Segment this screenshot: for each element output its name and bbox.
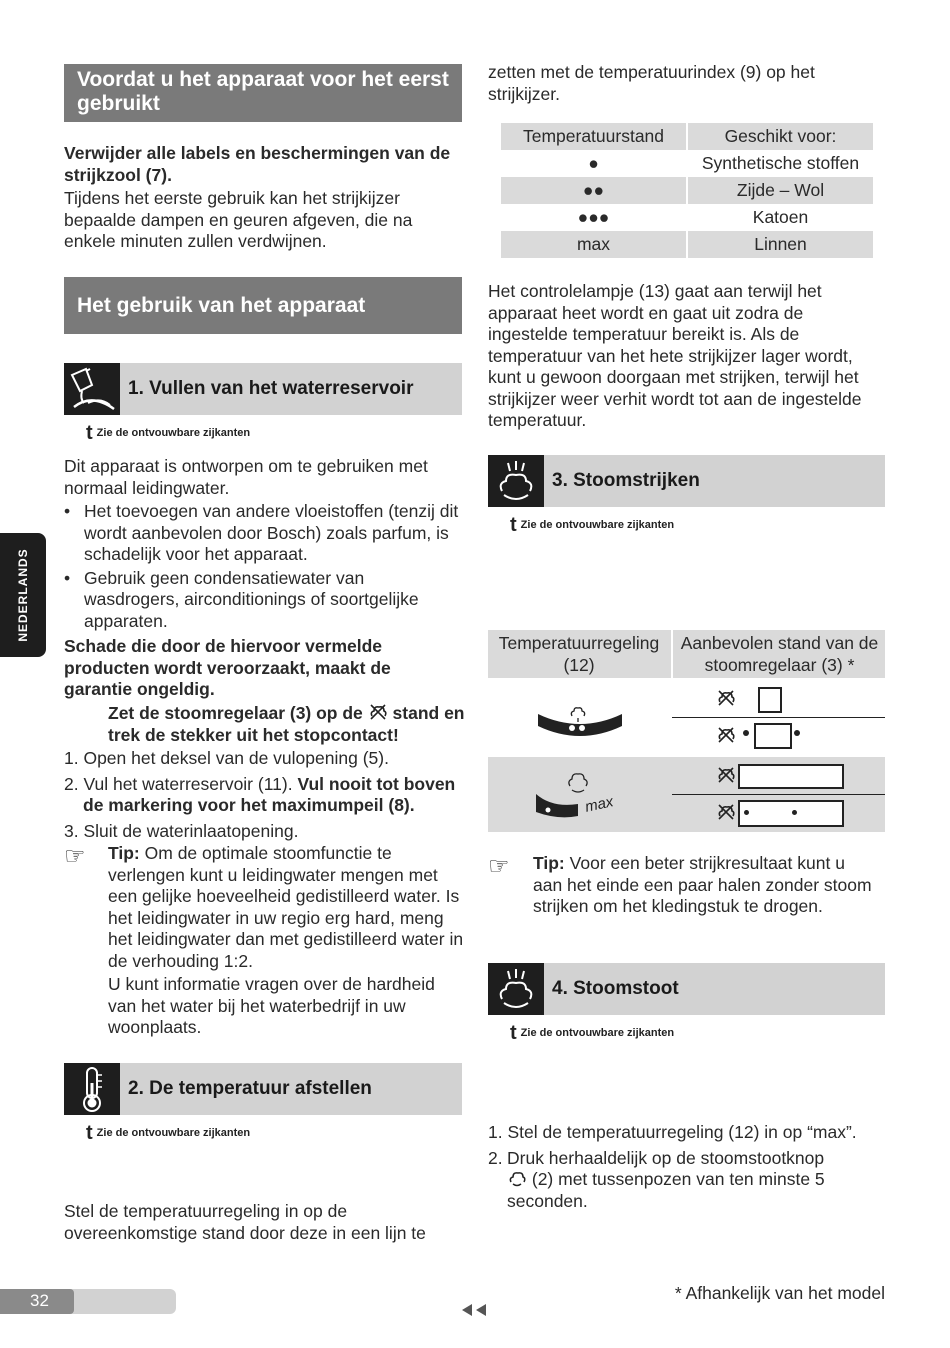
table-header: Geschikt voor: <box>687 123 873 150</box>
list-item: • Gebruik geen condensatiewater van wasdrogers, airconditionings of soortgelijke apparaten. <box>64 567 419 631</box>
steam-setting-box <box>738 764 844 789</box>
tip-block: Tip: Voor een beter strijkresultaat kunt u aan het einde een paar halen zonder stoom strijken om het kledingstuk te drogen. <box>533 853 872 916</box>
table-cell: ●●● <box>501 204 687 231</box>
page-number: 32 <box>30 1291 49 1310</box>
step-2: 2. Druk herhaaldelijk op de stoomstootknop (2) met tussenpozen van ten minste 5 seconden. <box>488 1147 825 1211</box>
steam-table <box>488 630 885 832</box>
table-row <box>501 204 873 231</box>
steam-setting-box <box>758 687 782 713</box>
temperature-table <box>501 123 873 258</box>
no-steam-icon <box>368 702 388 722</box>
thermometer-icon <box>64 1063 120 1115</box>
see-fold-out-note: t Zie de ontvouwbare zijkanten <box>86 1122 251 1144</box>
section-title: 4. Stoomstoot <box>544 963 885 1015</box>
language-tab-label: NEDERLANDS <box>16 548 30 642</box>
paragraph: Het controlelampje (13) gaat aan terwijl het apparaat heet wordt en gaat uit zodra de ingestelde temperatuur bereikt is. Als de temperatuur van het hete strijkijzer lager wordt, kunt u gewoon doorgaan met strijken, terwijl het strijkijzer weer verhit wordt tot aan de ingestelde temperatuur. <box>488 281 862 430</box>
step-1: 1. Open het deksel van de vulopening (5). <box>64 748 389 768</box>
heading-usage: Het gebruik van het apparaat <box>64 277 462 334</box>
water-jug-icon <box>64 363 120 415</box>
unplug-instruction: Zet de stoomregelaar (3) op de stand en trek de stekker uit het stopcontact! <box>108 703 465 745</box>
steam-burst-icon <box>488 963 544 1015</box>
step-1: 1. Stel de temperatuurregeling (12) in op “max”. <box>488 1122 857 1142</box>
steps-list <box>64 748 462 842</box>
section-title: 3. Stoomstrijken <box>544 455 885 507</box>
intro-text: Tijdens het eerste gebruik kan het strijkijzer bepaalde dampen en geuren afgeven, die na enkele minuten zullen verdwijnen. <box>64 188 413 251</box>
no-steam-icon <box>716 802 736 822</box>
warning-text: Schade die door de hiervoor vermelde producten wordt veroorzaakt, maakt de garantie ongeldig. <box>64 636 391 699</box>
table-cell: Linnen <box>687 231 873 258</box>
section-steam-burst <box>488 963 885 1015</box>
steam-icon <box>488 455 544 507</box>
section-steam-ironing <box>488 455 885 507</box>
steps-list <box>488 1122 886 1212</box>
max-label: max <box>583 793 615 816</box>
tip-extra: U kunt informatie vragen over de hardheid van het water bij het waterbedrijf in uw woonplaats. <box>108 974 435 1037</box>
table-header: Temperatuurstand <box>501 123 687 150</box>
step-3: 3. Sluit de waterinlaatopening. <box>64 820 299 841</box>
back-arrows-icon <box>460 1302 488 1323</box>
table-cell: max <box>501 231 687 258</box>
table-cell: ●● <box>501 177 687 204</box>
table-row <box>501 231 873 258</box>
intro-bold: Verwijder alle labels en beschermingen van de strijkzool (7). <box>64 143 451 185</box>
list-item: • Het toevoegen van andere vloeistoffen (tenzij dit wordt aanbevolen door Bosch) zoals parfum, is schadelijk voor het apparaat. <box>64 501 459 564</box>
table-cell: Synthetische stoffen <box>701 153 860 173</box>
paragraph: Dit apparaat is ontworpen om te gebruiken met normaal leidingwater. <box>64 456 428 498</box>
table-header: Aanbevolen stand van de stoomregelaar (3) * <box>680 633 879 675</box>
pointing-hand-icon: ☞ <box>488 853 510 880</box>
table-cell: Zijde – Wol <box>687 177 873 204</box>
section-title: 1. Vullen van het waterreservoir <box>120 363 462 415</box>
dial-max-icon <box>532 764 632 831</box>
tip-block: Tip: Om de optimale stoomfunctie te verlengen kunt u leidingwater mengen met een gelijke hoeveelheid gedistilleerd water. Is het leidingwater in uw regio erg hard, meng het leidingwater dan met gedistilleerd water in de verhouding 1:2. U kunt informatie vragen over de hardheid van het water bij het waterbedrijf in uw woonplaats. <box>108 843 466 1039</box>
dial-low-icon <box>536 696 626 747</box>
table-cell: ● <box>501 150 687 177</box>
table-row <box>501 150 873 177</box>
steam-button-icon <box>507 1169 527 1187</box>
step-2: 2. Vul het waterreservoir (11). Vul nooit tot boven de markering voor het maximumpeil (8). <box>64 773 456 815</box>
paragraph: Stel de temperatuurregeling in op de overeenkomstige stand door deze in een lijn te <box>64 1201 426 1243</box>
steam-setting-box <box>738 800 844 827</box>
no-steam-icon <box>716 725 736 745</box>
heading-first-use: Voordat u het apparaat voor het eerst gebruikt <box>64 64 462 122</box>
section-title: 2. De temperatuur afstellen <box>120 1063 462 1115</box>
footnote: * Afhankelijk van het model <box>674 1283 885 1303</box>
see-fold-out-note: t Zie de ontvouwbare zijkanten <box>510 514 675 536</box>
section-fill-water <box>64 363 462 415</box>
pointing-hand-icon: ☞ <box>64 843 86 870</box>
see-fold-out-note: t Zie de ontvouwbare zijkanten <box>86 422 251 444</box>
table-cell: Katoen <box>752 207 809 227</box>
section-temperature <box>64 1063 462 1115</box>
paragraph: zetten met de temperatuurindex (9) op het strijkijzer. <box>488 62 815 104</box>
table-row <box>501 177 873 204</box>
no-steam-icon <box>716 765 736 785</box>
table-header-row <box>501 123 873 150</box>
steam-setting-box <box>754 723 792 749</box>
no-steam-icon <box>716 688 736 708</box>
bullet-list <box>64 501 462 632</box>
table-header: Temperatuurregeling (12) <box>498 633 660 675</box>
see-fold-out-note: t Zie de ontvouwbare zijkanten <box>510 1022 675 1044</box>
language-tab <box>0 533 46 657</box>
